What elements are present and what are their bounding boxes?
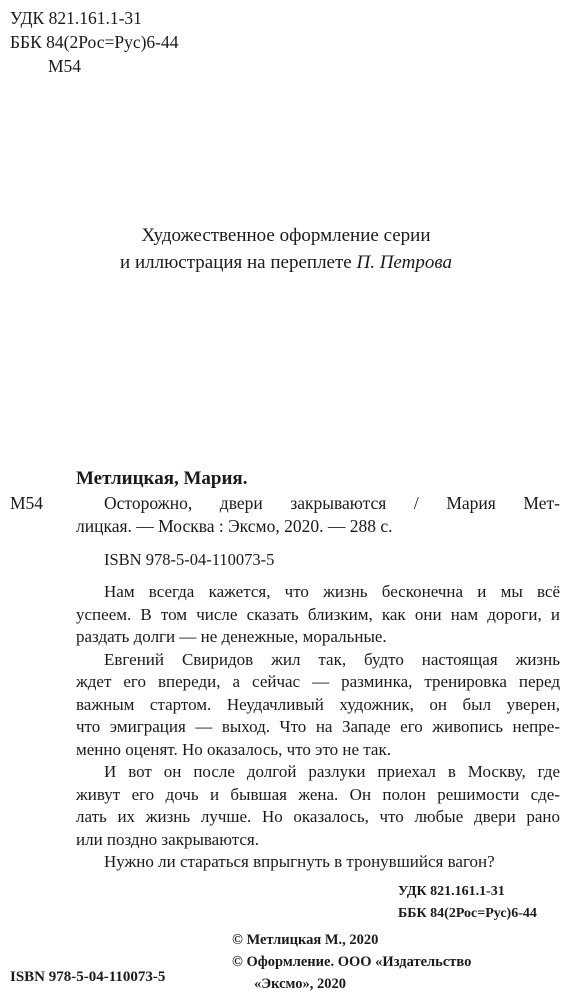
annotation-line: что эмиграция — выход. Что на Западе его живопись непре- — [76, 717, 560, 736]
credits-line-1: Художественное оформление серии — [141, 225, 431, 246]
annotation-line: Нам всегда кажется, что жизнь бесконечна и мы всё — [104, 582, 560, 601]
annotation-line: раздать долги — не денежные, моральные. — [76, 627, 387, 646]
catalog-author: Метлицкая, Мария. — [76, 468, 248, 489]
copyright-publisher: «Эксмо», 2020 — [254, 976, 346, 992]
annotation-paragraph-4 — [76, 851, 560, 874]
annotation-line: менно оценят. Но оказалось, что это не так. — [76, 739, 391, 759]
annotation-line: ждет его впереди, а сейчас — разминка, тренировка перед — [76, 672, 560, 691]
catalog-code: М54 — [10, 493, 44, 513]
annotation-line: живут его дочь и бывшая жена. Он полон решимости сде- — [76, 784, 560, 804]
top-udk: УДК 821.161.1-31 — [10, 8, 142, 28]
annotation-paragraph-1 — [76, 581, 560, 649]
top-author-code: М54 — [48, 56, 82, 76]
credits-line-2-prefix: и иллюстрация на переплете — [120, 252, 352, 273]
catalog-isbn: ISBN 978-5-04-110073-5 — [104, 550, 275, 569]
catalog-title-line-1-text: Осторожно, двери закрываются / Мария Мет- — [104, 493, 560, 513]
copyright-author: © Метлицкая М., 2020 — [232, 932, 379, 948]
annotation-line: Нужно ли стараться впрыгнуть в тронувшийся вагон? — [104, 852, 495, 871]
annotation-line: или поздно закрываются. — [76, 829, 259, 849]
annotation-paragraph-3 — [76, 761, 560, 851]
annotation-line: Евгений Свиридов жил так, будто настоящая жизнь — [104, 649, 560, 669]
annotation-line: И вот он после долгой разлуки приехал в Москву, где — [104, 762, 560, 781]
footer-isbn: ISBN 978-5-04-110073-5 — [10, 969, 166, 985]
annotation-line: лать их жизнь лучше. Но оказалось, что любые двери рано — [76, 807, 560, 826]
catalog-title-line-1 — [104, 492, 560, 514]
bottom-bbk: ББК 84(2Рос=Рус)6-44 — [398, 906, 537, 921]
credits-line-2 — [0, 249, 572, 276]
illustrator-name: П. Петрова — [356, 252, 452, 273]
annotation-line: успеем. В том числе сказать близким, как они нам дороги, и — [76, 604, 560, 624]
annotation-line: важным стартом. Неудачливый художник, он был уверен, — [76, 694, 560, 714]
bottom-udk: УДК 821.161.1-31 — [398, 884, 505, 899]
top-bbk: ББК 84(2Рос=Рус)6-44 — [10, 32, 179, 52]
annotation-paragraph-2 — [76, 649, 560, 762]
catalog-title-line-2: лицкая. — Москва : Эксмо, 2020. — 288 с. — [76, 516, 393, 536]
copyright-design: © Оформление. ООО «Издательство — [232, 954, 472, 970]
